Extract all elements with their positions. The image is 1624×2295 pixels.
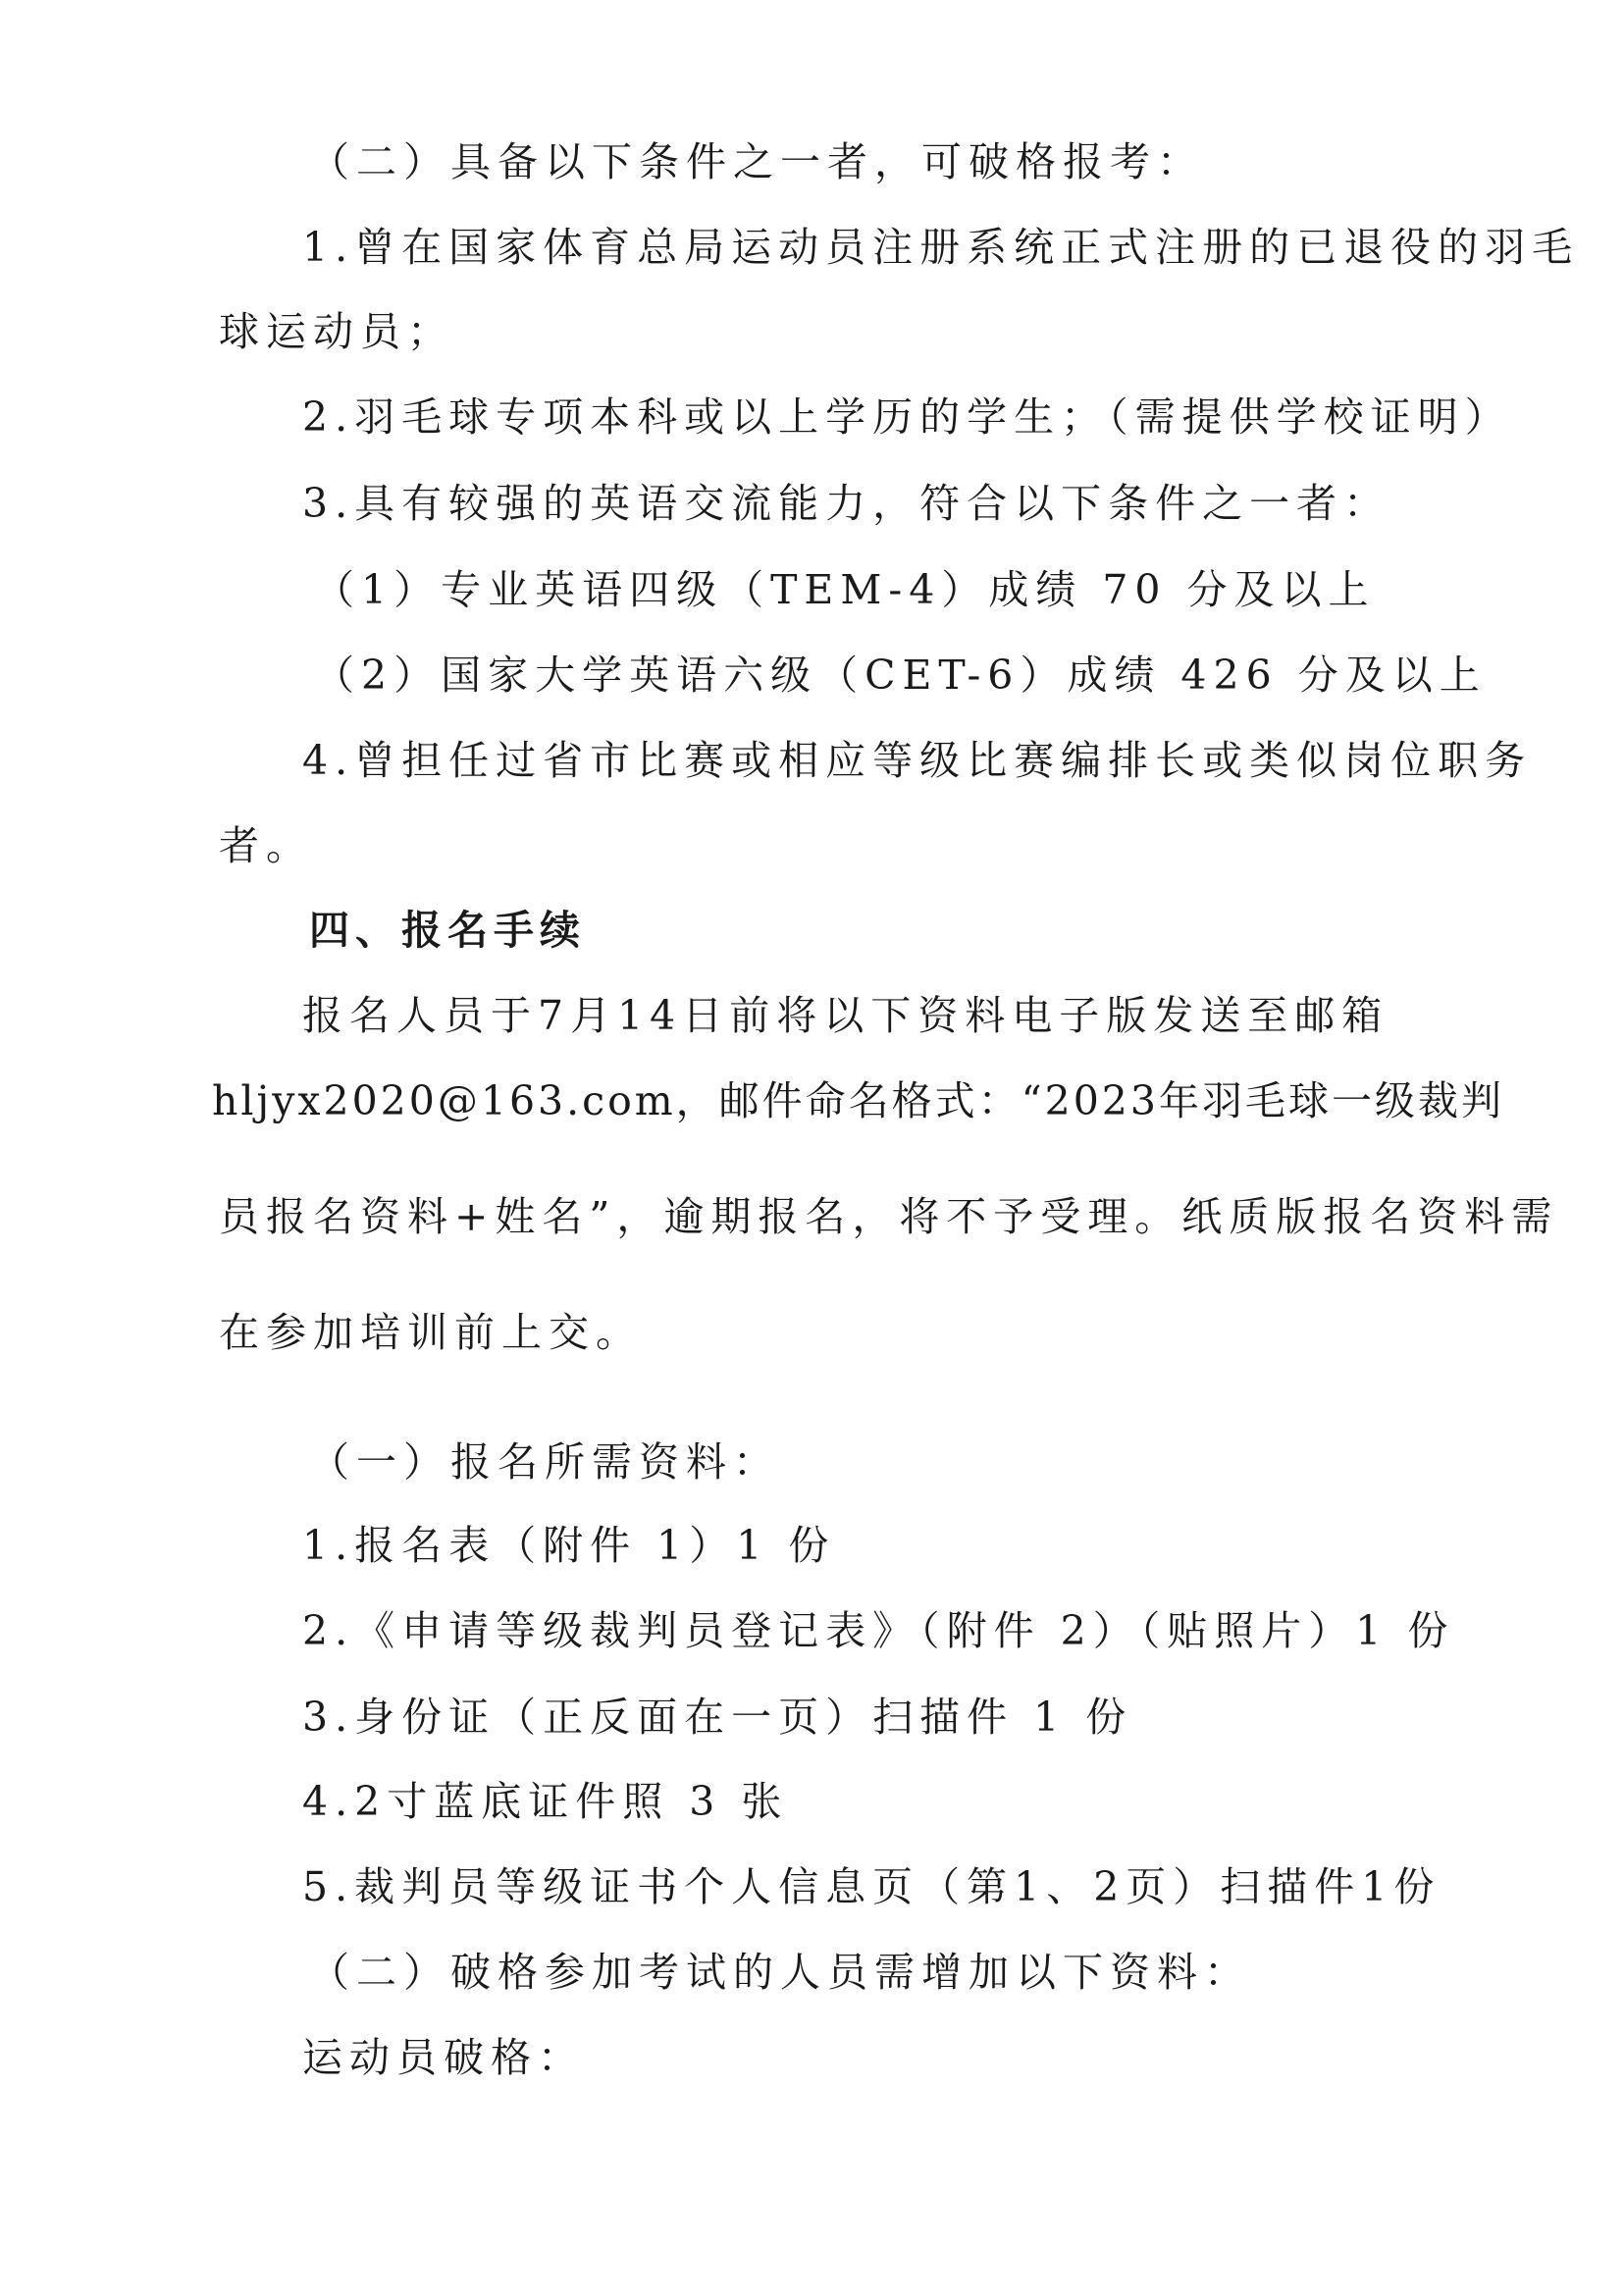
condition-item-3-sub-2: （2）国家大学英语六级（CET-6）成绩 426 分及以上 — [314, 652, 1487, 699]
subheading-required-materials: （一）报名所需资料： — [309, 1438, 780, 1486]
athlete-exception-label: 运动员破格： — [302, 2034, 585, 2081]
material-item-3: 3.身份证（正反面在一页）扫描件 1 份 — [302, 1694, 1133, 1741]
condition-item-1: 1.曾在国家体育总局运动员注册系统正式注册的已退役的羽毛 — [302, 224, 1580, 271]
condition-item-2: 2.羽毛球专项本科或以上学历的学生；（需提供学校证明） — [302, 393, 1512, 441]
registration-paragraph-line-4: 在参加培训前上交。 — [219, 1309, 643, 1356]
condition-item-1-cont: 球运动员； — [219, 308, 454, 355]
section-heading-special-conditions: （二）具备以下条件之一者，可破格报考： — [309, 138, 1204, 185]
material-item-4: 4.2寸蓝底证件照 3 张 — [302, 1778, 789, 1825]
condition-item-4-cont: 者。 — [219, 822, 313, 869]
condition-item-3: 3.具有较强的英语交流能力，符合以下条件之一者： — [302, 480, 1391, 527]
material-item-1: 1.报名表（附件 1）1 份 — [302, 1522, 836, 1569]
registration-paragraph-line-2: hljyx2020@163.com，邮件命名格式：“2023年羽毛球一级裁判 — [212, 1077, 1504, 1124]
condition-item-3-sub-1: （1）专业英语四级（TEM-4）成绩 70 分及以上 — [314, 566, 1376, 613]
subheading-extra-materials: （二）破格参加考试的人员需增加以下资料： — [309, 1949, 1251, 1996]
material-item-5: 5.裁判员等级证书个人信息页（第1、2页）扫描件1份 — [302, 1863, 1441, 1910]
condition-item-4: 4.曾担任过省市比赛或相应等级比赛编排长或类似岗位职务 — [302, 737, 1533, 784]
material-item-2: 2.《申请等级裁判员登记表》（附件 2）（贴照片）1 份 — [302, 1607, 1455, 1654]
registration-paragraph-line-1: 报名人员于7月14日前将以下资料电子版发送至邮箱 — [302, 992, 1389, 1039]
section-heading-registration: 四、报名手续 — [309, 907, 586, 954]
registration-paragraph-line-3: 员报名资料+姓名”，逾期报名，将不予受理。纸质版报名资料需 — [219, 1193, 1559, 1240]
